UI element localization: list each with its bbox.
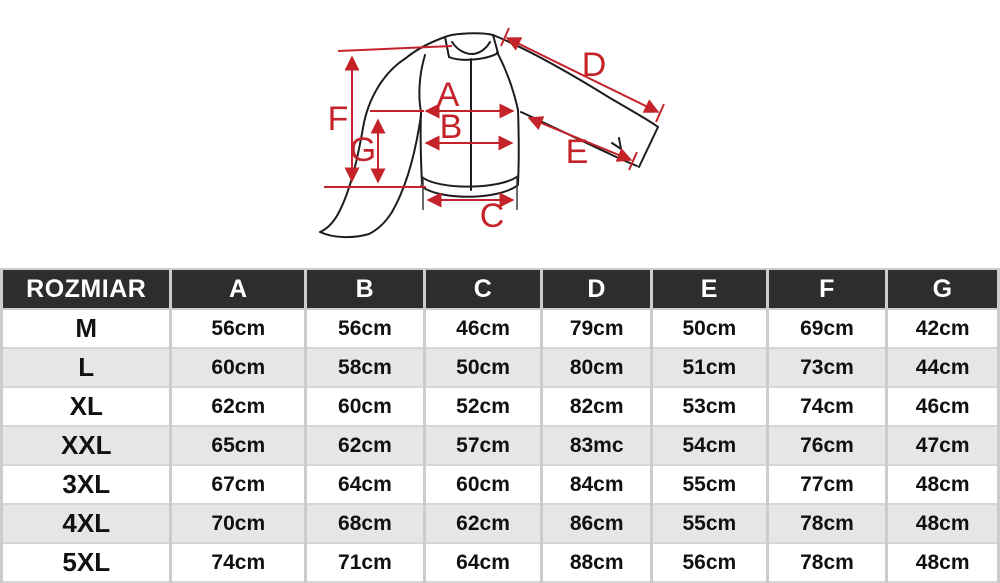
value-cell: 64cm: [424, 543, 542, 582]
value-cell: 56cm: [306, 309, 425, 348]
jacket-diagram-svg: [0, 0, 1000, 268]
value-cell: 88cm: [542, 543, 652, 582]
value-cell: 62cm: [171, 387, 306, 426]
value-cell: 62cm: [306, 426, 425, 465]
value-cell: 74cm: [767, 387, 887, 426]
value-cell: 71cm: [306, 543, 425, 582]
col-header-d: D: [542, 269, 652, 309]
value-cell: 55cm: [652, 465, 768, 504]
value-cell: 48cm: [887, 543, 999, 582]
diagram-label-e: E: [565, 133, 589, 171]
diagram-label-a: A: [436, 76, 460, 114]
value-cell: 44cm: [887, 348, 999, 387]
value-cell: 65cm: [171, 426, 306, 465]
size-cell: L: [2, 348, 171, 387]
value-cell: 70cm: [171, 504, 306, 543]
value-cell: 78cm: [767, 504, 887, 543]
value-cell: 79cm: [542, 309, 652, 348]
value-cell: 56cm: [652, 543, 768, 582]
col-header-rozmiar: ROZMIAR: [2, 269, 171, 309]
value-cell: 64cm: [306, 465, 425, 504]
size-cell: XL: [2, 387, 171, 426]
value-cell: 67cm: [171, 465, 306, 504]
diagram-label-f: F: [327, 100, 349, 138]
col-header-g: G: [887, 269, 999, 309]
value-cell: 62cm: [424, 504, 542, 543]
table-row: [2, 465, 999, 504]
value-cell: 74cm: [171, 543, 306, 582]
table-row: [2, 504, 999, 543]
value-cell: 69cm: [767, 309, 887, 348]
value-cell: 42cm: [887, 309, 999, 348]
diagram-label-g: G: [349, 131, 377, 169]
value-cell: 83mc: [542, 426, 652, 465]
value-cell: 54cm: [652, 426, 768, 465]
value-cell: 58cm: [306, 348, 425, 387]
value-cell: 60cm: [171, 348, 306, 387]
value-cell: 46cm: [424, 309, 542, 348]
value-cell: 68cm: [306, 504, 425, 543]
size-cell: 3XL: [2, 465, 171, 504]
col-header-f: F: [767, 269, 887, 309]
value-cell: 55cm: [652, 504, 768, 543]
value-cell: 73cm: [767, 348, 887, 387]
jacket-measurement-diagram: [0, 0, 1000, 268]
value-cell: 50cm: [424, 348, 542, 387]
value-cell: 86cm: [542, 504, 652, 543]
size-table: [0, 268, 1000, 583]
value-cell: 50cm: [652, 309, 768, 348]
value-cell: 60cm: [306, 387, 425, 426]
size-cell: M: [2, 309, 171, 348]
col-header-c: C: [424, 269, 542, 309]
col-header-a: A: [171, 269, 306, 309]
value-cell: 52cm: [424, 387, 542, 426]
value-cell: 53cm: [652, 387, 768, 426]
value-cell: 47cm: [887, 426, 999, 465]
table-row: [2, 348, 999, 387]
size-cell: 5XL: [2, 543, 171, 582]
table-row: [2, 309, 999, 348]
value-cell: 56cm: [171, 309, 306, 348]
value-cell: 82cm: [542, 387, 652, 426]
value-cell: 80cm: [542, 348, 652, 387]
size-cell: 4XL: [2, 504, 171, 543]
table-row: [2, 426, 999, 465]
table-row: [2, 387, 999, 426]
value-cell: 77cm: [767, 465, 887, 504]
value-cell: 57cm: [424, 426, 542, 465]
value-cell: 60cm: [424, 465, 542, 504]
value-cell: 48cm: [887, 504, 999, 543]
value-cell: 46cm: [887, 387, 999, 426]
diagram-label-c: C: [479, 197, 505, 235]
col-header-e: E: [652, 269, 768, 309]
size-cell: XXL: [2, 426, 171, 465]
value-cell: 78cm: [767, 543, 887, 582]
diagram-label-d: D: [581, 46, 607, 84]
diagram-label-b: B: [439, 108, 463, 146]
table-row: [2, 543, 999, 582]
table-header-row: [2, 269, 999, 309]
value-cell: 84cm: [542, 465, 652, 504]
value-cell: 51cm: [652, 348, 768, 387]
value-cell: 48cm: [887, 465, 999, 504]
value-cell: 76cm: [767, 426, 887, 465]
col-header-b: B: [306, 269, 425, 309]
